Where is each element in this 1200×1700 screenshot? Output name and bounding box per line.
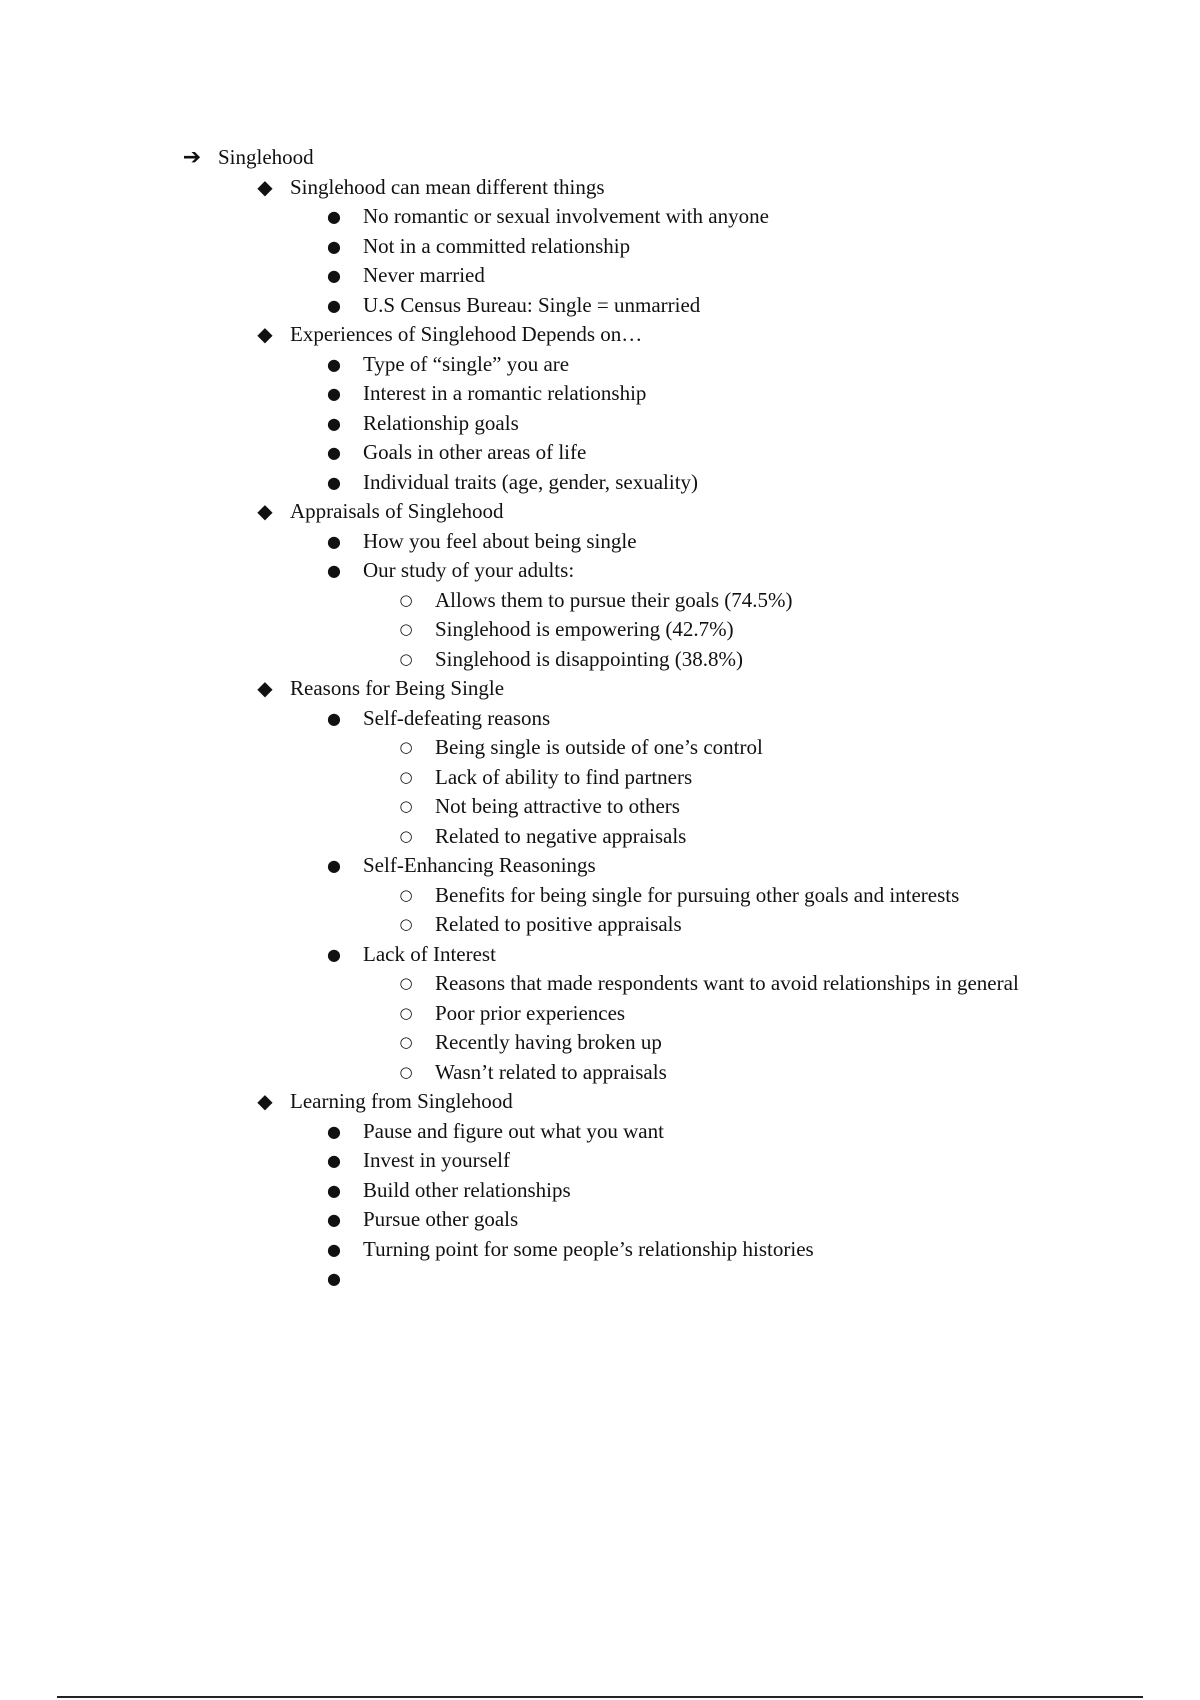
outline-item-level-2 <box>0 674 1200 704</box>
disc-bullet-icon: ● <box>327 708 341 728</box>
circle-bullet-icon: ○ <box>399 767 413 786</box>
outline-item-text: Experiences of Singlehood Depends on… <box>290 322 643 346</box>
diamond-bullet-icon: ◆ <box>257 174 273 199</box>
arrow-bullet-icon: ➔ <box>182 145 202 170</box>
outline-item-level-4 <box>0 792 1200 822</box>
outline-item-text: Build other relationships <box>363 1177 571 1202</box>
outline-item-level-2 <box>0 1087 1200 1117</box>
page-bottom-divider <box>57 1696 1143 1698</box>
circle-bullet-icon: ○ <box>399 974 413 992</box>
outline-item-text: Recently having broken up <box>435 1030 662 1054</box>
outline-item-text: Reasons for Being Single <box>290 676 505 700</box>
disc-bullet-icon: ● <box>327 266 341 285</box>
outline-item-level-3 <box>0 940 1200 970</box>
outline-item-level-2 <box>0 320 1200 350</box>
outline-item-level-3 <box>0 1117 1200 1147</box>
outline-item-level-3 <box>0 1264 1200 1294</box>
disc-bullet-icon: ● <box>327 1121 341 1141</box>
outline-list <box>0 143 1200 1294</box>
outline-item-text: Reasons that made respondents want to avoid relationships in general <box>435 971 1019 995</box>
outline-item-level-3 <box>0 851 1200 881</box>
outline-item-text: Singlehood is disappointing (38.8%) <box>435 646 743 671</box>
outline-item-level-4 <box>0 733 1200 763</box>
outline-item-text: Lack of Interest <box>363 941 496 966</box>
disc-bullet-icon: ● <box>327 856 341 875</box>
disc-bullet-icon: ● <box>327 944 341 964</box>
outline-item-text: Allows them to pursue their goals (74.5%) <box>435 587 793 612</box>
disc-bullet-icon: ● <box>327 1180 341 1200</box>
outline-item-text: Singlehood is empowering (42.7%) <box>435 617 734 641</box>
circle-bullet-icon: ○ <box>399 1033 413 1051</box>
outline-item-text: Being single is outside of one’s control <box>435 735 763 759</box>
outline-item-text: Learning from Singlehood <box>290 1089 513 1113</box>
disc-bullet-icon: ● <box>327 472 341 492</box>
circle-bullet-icon: ○ <box>399 885 413 904</box>
outline-item-text: Never married <box>363 263 485 287</box>
outline-item-text: Lack of ability to find partners <box>435 764 693 789</box>
circle-bullet-icon: ○ <box>399 738 413 756</box>
outline-item-level-3 <box>0 1146 1200 1176</box>
outline-item-text: Singlehood can mean different things <box>290 174 605 199</box>
disc-bullet-icon: ● <box>327 531 341 551</box>
outline-item-level-4 <box>0 586 1200 616</box>
disc-bullet-icon: ● <box>327 295 341 315</box>
outline-item-text: Singlehood <box>218 145 314 169</box>
circle-bullet-icon: ○ <box>399 915 413 933</box>
outline-item-level-1 <box>0 143 1200 173</box>
outline-item-text: U.S Census Bureau: Single = unmarried <box>363 292 701 317</box>
outline-item-level-4 <box>0 969 1200 999</box>
outline-item-text: Individual traits (age, gender, sexuality) <box>363 469 699 494</box>
outline-item-text: Not being attractive to others <box>435 794 680 818</box>
outline-item-text: Type of “single” you are <box>363 351 570 376</box>
outline-item-text: Benefits for being single for pursuing other goals and interests <box>435 882 960 907</box>
outline-item-level-4 <box>0 881 1200 911</box>
outline-item-level-3 <box>0 527 1200 557</box>
circle-bullet-icon: ○ <box>399 649 413 668</box>
outline-item-level-4 <box>0 910 1200 940</box>
diamond-bullet-icon: ◆ <box>257 1089 273 1113</box>
diamond-bullet-icon: ◆ <box>257 499 273 523</box>
outline-item-text: Related to positive appraisals <box>435 912 682 936</box>
outline-item-level-4 <box>0 822 1200 852</box>
outline-item-text: Poor prior experiences <box>435 1000 626 1025</box>
diamond-bullet-icon: ◆ <box>257 322 273 346</box>
circle-bullet-icon: ○ <box>399 1062 413 1081</box>
outline-item-level-3 <box>0 291 1200 321</box>
circle-bullet-icon: ○ <box>399 1003 413 1022</box>
outline-item-text: How you feel about being single <box>363 528 637 553</box>
outline-item-level-3 <box>0 438 1200 468</box>
disc-bullet-icon: ● <box>327 384 341 403</box>
disc-bullet-icon: ● <box>327 413 341 433</box>
outline-item-level-3 <box>0 468 1200 498</box>
outline-item-level-4 <box>0 645 1200 675</box>
outline-item-text: No romantic or sexual involvement with anyone <box>363 204 769 228</box>
outline-item-level-3 <box>0 1235 1200 1265</box>
outline-item-level-3 <box>0 379 1200 409</box>
diamond-bullet-icon: ◆ <box>257 676 273 700</box>
outline-item-text: Not in a committed relationship <box>363 233 631 258</box>
outline-item-level-2 <box>0 497 1200 527</box>
disc-bullet-icon: ● <box>327 1210 341 1229</box>
outline-item-text: Wasn’t related to appraisals <box>435 1059 667 1084</box>
outline-item-text: Appraisals of Singlehood <box>290 499 504 523</box>
outline-item-text: Invest in yourself <box>363 1148 510 1172</box>
circle-bullet-icon: ○ <box>399 590 413 609</box>
outline-item-level-4 <box>0 1028 1200 1058</box>
circle-bullet-icon: ○ <box>399 797 413 815</box>
disc-bullet-icon: ● <box>327 354 341 374</box>
outline-item-level-4 <box>0 999 1200 1029</box>
outline-item-level-3 <box>0 556 1200 586</box>
disc-bullet-icon: ● <box>327 1151 341 1170</box>
outline-item-level-3 <box>0 1205 1200 1235</box>
circle-bullet-icon: ○ <box>399 826 413 845</box>
outline-item-level-2 <box>0 173 1200 203</box>
outline-item-text: Goals in other areas of life <box>363 440 587 464</box>
outline-item-level-3 <box>0 409 1200 439</box>
outline-item-text: Relationship goals <box>363 410 519 435</box>
outline-item-level-3 <box>0 350 1200 380</box>
outline-item-text: Pause and figure out what you want <box>363 1118 664 1143</box>
outline-item-text: Turning point for some people’s relationship histories <box>363 1236 814 1261</box>
outline-item-text: Related to negative appraisals <box>435 823 687 848</box>
disc-bullet-icon: ● <box>327 443 341 462</box>
outline-item-text: Self-Enhancing Reasonings <box>363 853 596 877</box>
outline-item-level-3 <box>0 261 1200 291</box>
outline-item-level-3 <box>0 202 1200 232</box>
outline-item-level-3 <box>0 232 1200 262</box>
outline-item-level-4 <box>0 615 1200 645</box>
outline-item-level-4 <box>0 1058 1200 1088</box>
outline-item-text: Our study of your adults: <box>363 558 575 582</box>
disc-bullet-icon: ● <box>327 561 341 580</box>
outline-item-text: Interest in a romantic relationship <box>363 381 647 405</box>
disc-bullet-icon: ● <box>327 1269 341 1288</box>
disc-bullet-icon: ● <box>327 207 341 226</box>
outline-item-level-3 <box>0 1176 1200 1206</box>
disc-bullet-icon: ● <box>327 1239 341 1259</box>
outline-item-text: Pursue other goals <box>363 1207 519 1231</box>
outline-item-level-3 <box>0 704 1200 734</box>
circle-bullet-icon: ○ <box>399 620 413 638</box>
disc-bullet-icon: ● <box>327 236 341 256</box>
outline-item-text: Self-defeating reasons <box>363 705 551 730</box>
outline-item-level-4 <box>0 763 1200 793</box>
